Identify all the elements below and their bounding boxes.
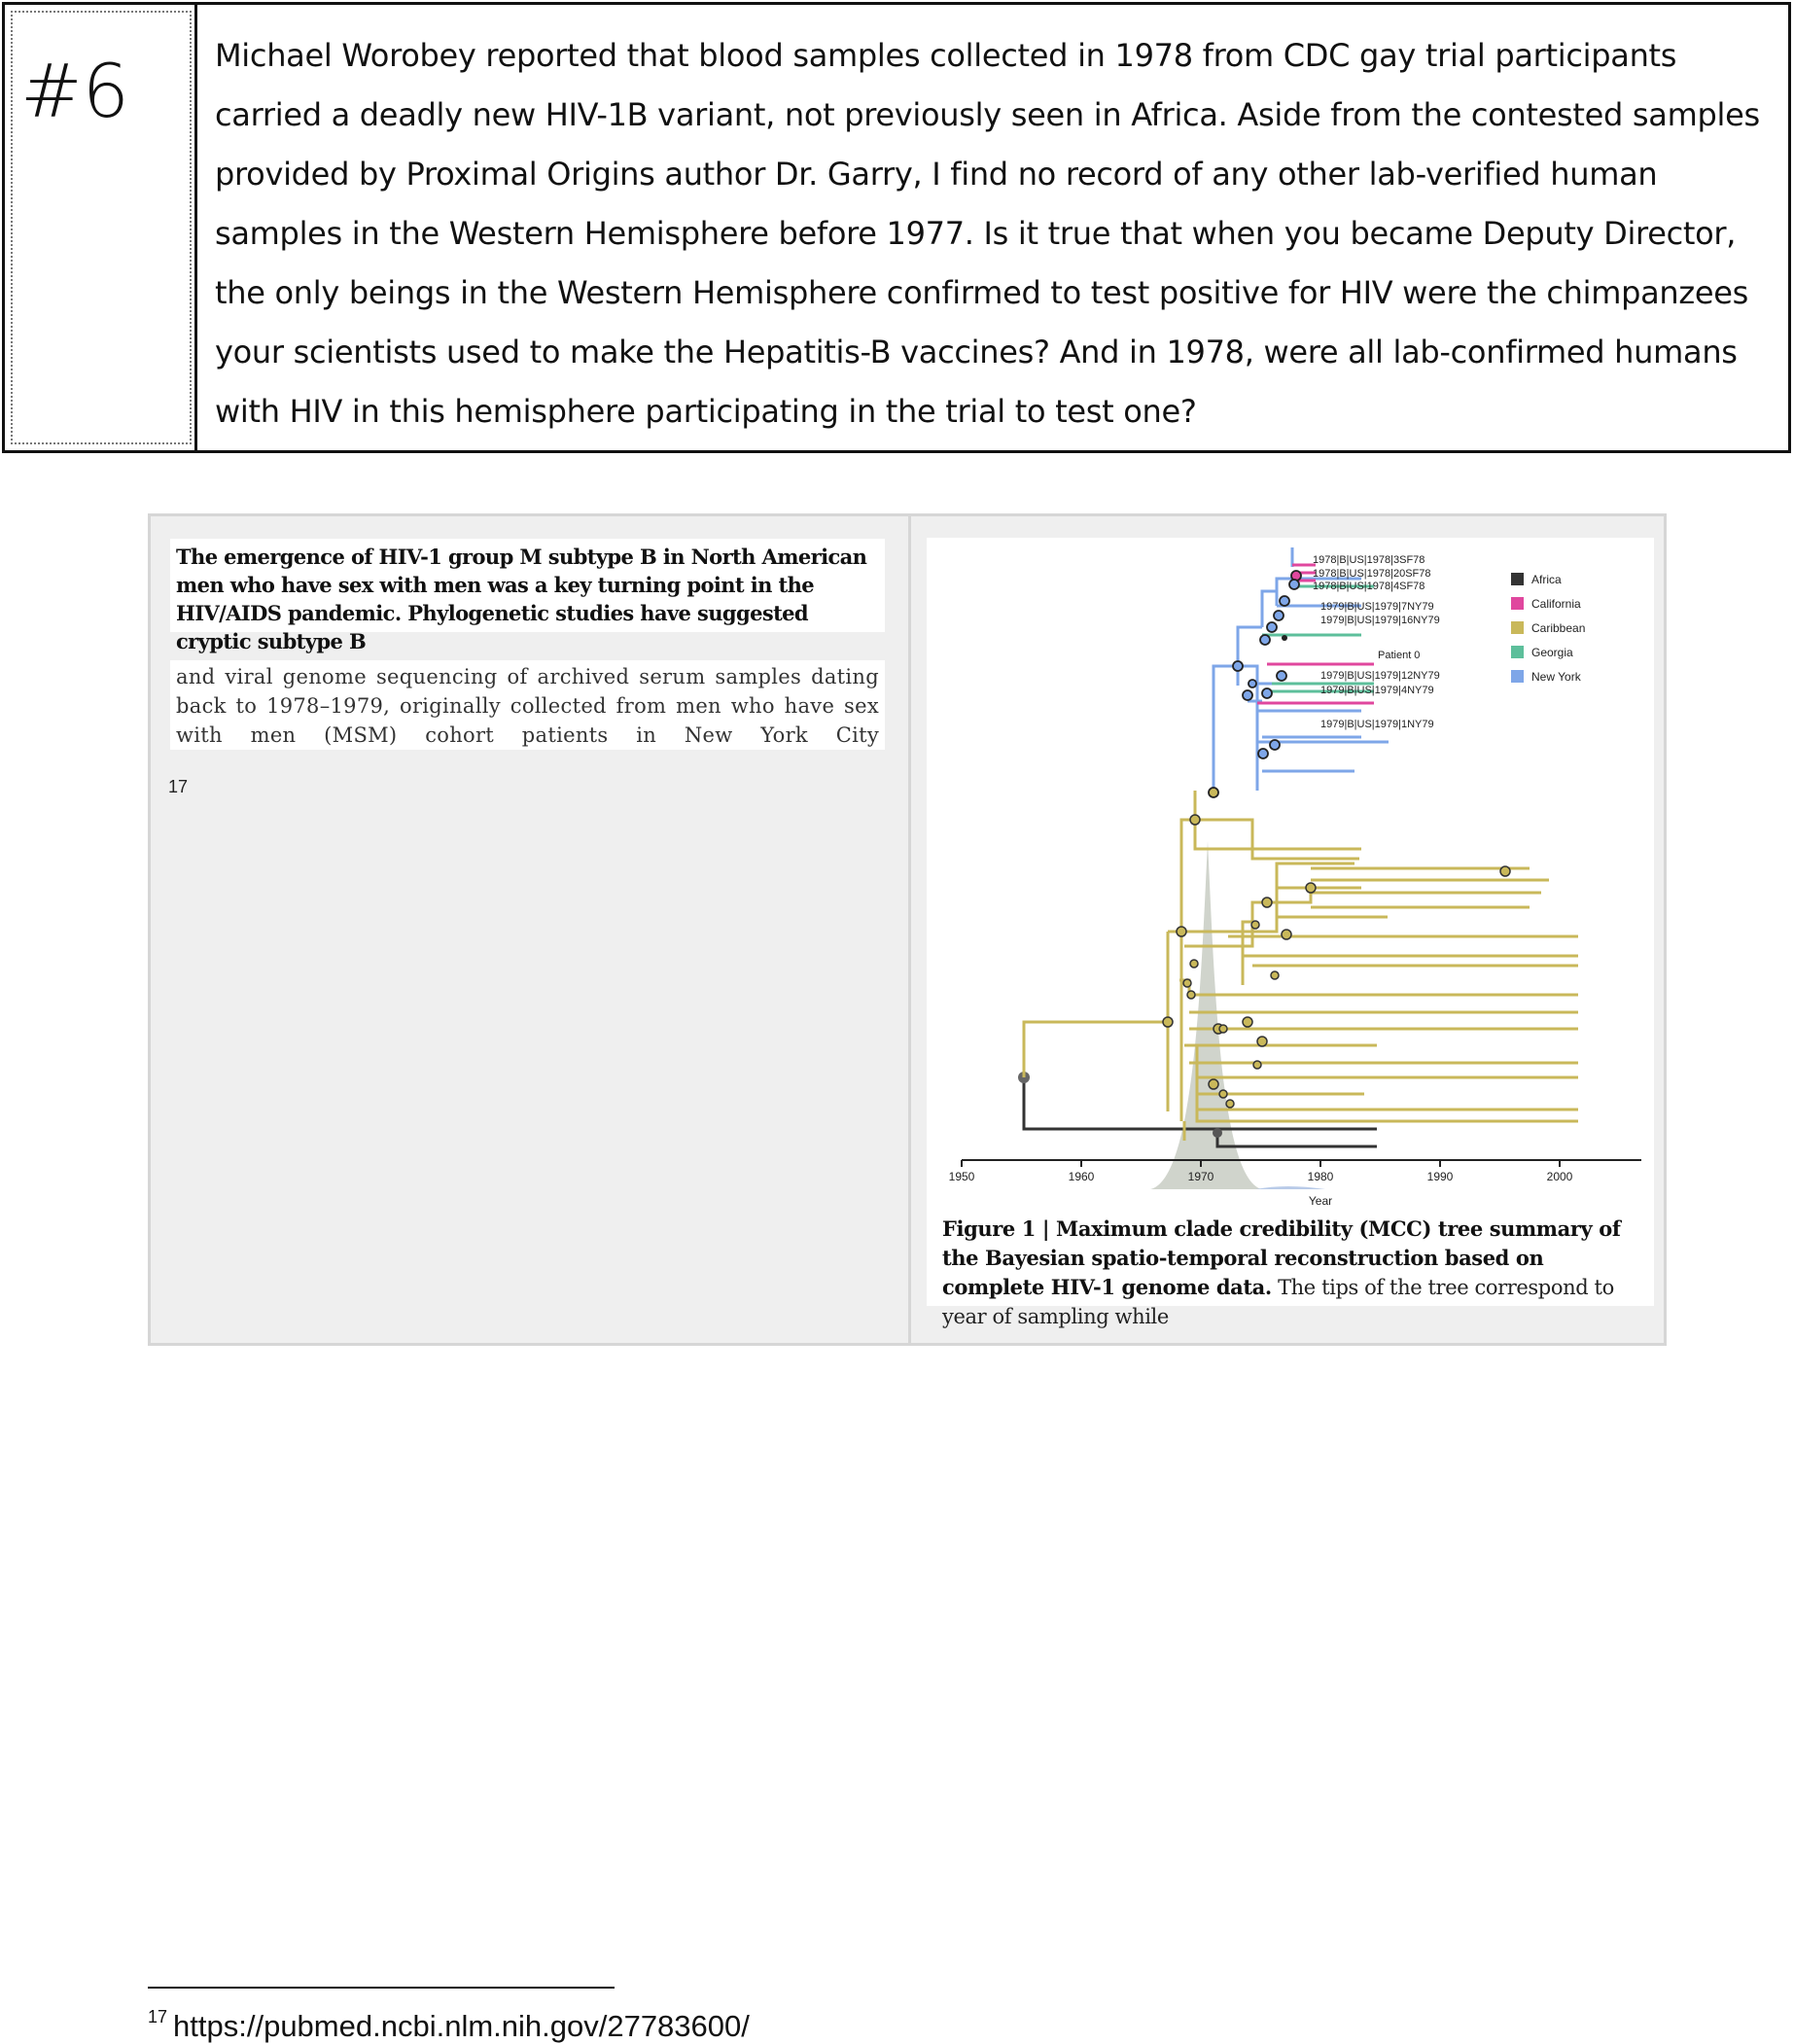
x-tick-label: 1950 [948,1170,975,1183]
x-tick-label: 1960 [1068,1170,1095,1183]
x-axis [962,1160,1641,1167]
question-box [2,2,1791,453]
density-curve-small [1255,1186,1325,1189]
question-text: Michael Worobey reported that blood samples collected in 1978 from CDC gay trial participants carried a deadly new HIV-1B variant, not previously seen in Africa. Aside from the contested samples provided by Proximal Origins author Dr. Garry, I find no record of any other lab-verified human samples in the Western Hemisphere before 1977. Is it true that when you became Deputy Director, the only beings in the Western Hemisphere confirmed to test positive for HIV were the chimpanzees your scientists used to make the Hepatitis-B vaccines? And in 1978, were all lab-confirmed humans with HIV in this hemisphere participating in the trial to test one? [215,37,1760,430]
x-tick-label: 1990 [1426,1170,1454,1183]
figure-caption [942,1215,1633,1331]
phylogenetic-figure [927,538,1654,1328]
tip-label: 1978|B|US|1978|4SF78 [1313,581,1425,592]
panel-divider [908,516,911,1343]
tip-label: 1978|B|US|1978|20SF78 [1313,568,1431,580]
figure-caption-bold: Figure 1 | Maximum clade credibility (MCC) tree summary of the Bayesian spatio-temporal reconstruction based on complete HIV-1 genome data. [942,1216,1621,1299]
legend-label: New York [1531,670,1581,684]
legend-swatch-california [1511,597,1524,610]
footnote [148,2007,750,2044]
legend-swatch-africa [1511,573,1524,585]
footnote-number: 17 [148,2007,168,2026]
figure-caption-rest: The tips of the tree correspond to year of sampling while [942,1276,1614,1328]
legend-label: Africa [1531,573,1562,586]
figure-panel [148,513,1667,1346]
mcc-tree-image [927,538,1654,1218]
tip-label: 1978|B|US|1978|3SF78 [1313,554,1425,566]
x-tick-label: 1980 [1307,1170,1334,1183]
x-tick-label: 2000 [1546,1170,1573,1183]
footnote-reference: 17 [168,777,189,796]
legend-swatch-georgia [1511,646,1524,658]
abstract-snippet: The emergence of HIV-1 group M subtype B in North American men who have sex with men was a key turning point in the HIV/AIDS pandemic. Phylogenetic studies have suggested cryptic subtype B [170,539,885,632]
patient0-node [1282,635,1287,641]
tip-label: 1979|B|US|1979|7NY79 [1320,601,1434,613]
x-tick-label: 1970 [1187,1170,1214,1183]
tip-label: 1979|B|US|1979|1NY79 [1320,719,1434,730]
tip-label: 1979|B|US|1979|4NY79 [1320,685,1434,696]
tip-label: 1979|B|US|1979|16NY79 [1320,615,1440,626]
legend-swatch-caribbean [1511,621,1524,634]
question-number: #6 [5,5,197,450]
body-snippet: and viral genome sequencing of archived serum samples dating back to 1978–1979, originally collected from men who have sex with men (MSM) cohort patients in New York City [170,660,885,750]
legend-label: California [1531,597,1581,611]
legend-swatch-newyork [1511,670,1524,683]
tip-label: 1979|B|US|1979|12NY79 [1320,670,1440,682]
legend [1511,573,1585,684]
caribbean-branches [1024,791,1578,1141]
legend-label: Caribbean [1531,621,1586,635]
footnote-rule [148,1987,615,1989]
africa-node [1213,1128,1222,1138]
x-axis-label: Year [1308,1194,1333,1208]
legend-label: Georgia [1531,646,1573,659]
footnote-url[interactable]: https://pubmed.ncbi.nlm.nih.gov/27783600/ [173,2009,750,2043]
tip-label: Patient 0 [1378,650,1421,661]
